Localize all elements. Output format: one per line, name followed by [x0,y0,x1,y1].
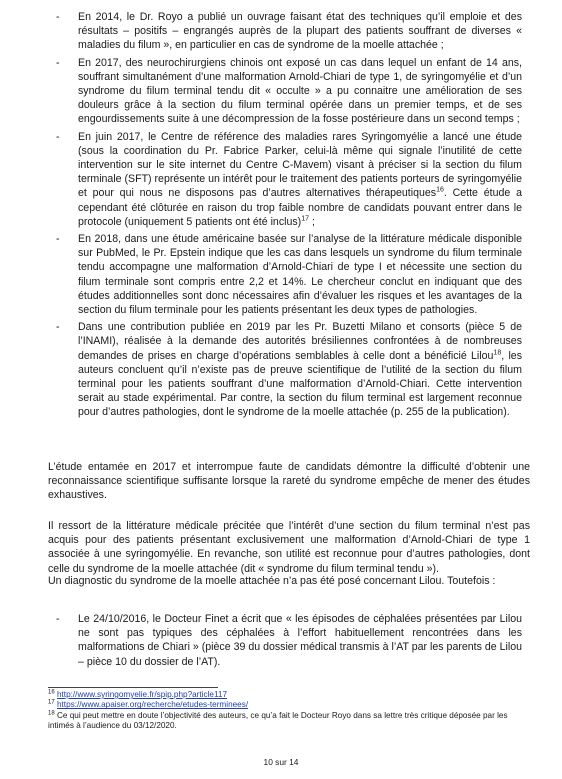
page-number: 10 sur 14 [263,757,299,767]
bullet-list [56,612,522,672]
list-item [56,232,522,317]
bullet-text-continued: , les auteurs concluent qu’il n’existe pas de preuve scientifique de l’utilité de la section du filum terminal pour les patients souffrant d’une malformation d’Arnold-Chiari. Cette intervention serait au stade expérimental. Par contre, la section du filum terminal est largement reconnue pour d’autres pathologies, dont le syndrome de la moelle attachée (p. 255 de la publication). [78,349,522,419]
bullet-dash: - [56,321,60,334]
bullet-dash: - [56,233,60,246]
bullet-text: En 2017, des neurochirurgiens chinois ont exposé un cas dans lequel un enfant de 14 ans, souffrant simultanément d’une malformation Arnold-Chiari de type 1, de syringomyélie et d’un syndrome du filum terminal tendu dit « occulte » a pu connaitre une amélioration de ses douleurs grâce à la section du filum terminal opérée dans un premier temps, et de ses engourdissements suite à une décompression de la fosse postérieure dans un second temps ; [78,56,522,126]
footnote [48,690,518,700]
footnote-number: 18 [48,709,55,716]
bullet-text: En 2014, le Dr. Royo a publié un ouvrage faisant état des techniques qu’il emploie et des résultats – positifs – engrangés auprès de la plupart des patients souffrant de diverses « maladies du filum », en particulier en cas de syndrome de la moelle attachée ; [78,11,522,52]
list-item [56,10,522,53]
bullet-text: Le 24/10/2016, le Docteur Finet a écrit que « les épisodes de céphalées présentées par Lilou ne sont pas typiques des céphalées à l’effort habituellement rencontrées dans les malformations de Chiari » (pièce 39 du dossier médical transmis à l’AT par les parents de Lilou – pièce 10 du dossier de l’AT). [78,613,522,668]
bullet-text-end: ; [309,215,315,228]
bullet-dash: - [56,613,60,625]
footnote-link[interactable]: https://www.apaiser.org/recherche/etudes-terminees/ [56,700,249,710]
bullet-list [56,10,522,423]
bullet-text-continued: . Cette étude a cependant été clôturée en raison du trop faible nombre de candidats pouvant entrer dans le protocole (uniquement 5 patients ont été inclus) [78,187,522,228]
footnote-number: 17 [48,699,55,706]
list-item [56,320,522,419]
footnote-link[interactable]: http://www.syringomyelie.fr/spip.php?article117 [56,690,228,699]
bullet-text: Dans une contribution publiée en 2019 par les Pr. Buzetti Milano et consorts (pièce 5 de l’INAMI), réalisée à la demande des autorités brésiliennes confrontées à de nombreuses demandes de prises en charge d’opérations semblables à celle dont a bénéficié Lilou [78,321,522,362]
paragraph: L’étude entamée en 2017 et interrompue faute de candidats démontre la difficulté d’obtenir une reconnaissance scientifique suffisante lorsque la rareté du syndrome empêche de mener des études exhaustives. [48,461,530,502]
footnote-ref[interactable]: 16 [436,186,444,194]
bullet-text: En juin 2017, le Centre de référence des maladies rares Syringomyélie a lancé une étude (sous la coordination du Pr. Fabrice Parker, celui-là même qui signale l’inutilité de cette intervention sur le site internet du Centre C-Mavem) visant à préciser si la section du filum terminale (SFT) représente un intérêt pour le traitement des patients porteurs de syringomyélie et pour qui nous ne disposons pas d’autres alternatives thérapeutiques [78,130,522,200]
list-item [56,130,522,229]
footnote-divider [48,687,218,688]
paragraph: Il ressort de la littérature médicale précitée que l’intérêt d’une section du filum terminal n’est pas acquis pour des patients présentant exclusivement une malformation d’Arnold-Chiari de type 1 associée à une syringomyélie. En revanche, son utilité est reconnue pour d’autres pathologies, dont celle du syndrome de la moelle attachée (dit « syndrome du filum terminal tendu »). [48,520,530,575]
bullet-dash: - [56,11,60,23]
footnote-ref[interactable]: 18 [493,349,502,357]
paragraph: Un diagnostic du syndrome de la moelle attachée n’a pas été posé concernant Lilou. Toutefois : [48,575,496,587]
footnotes [48,690,518,731]
list-item [56,612,522,669]
footnote [48,711,518,732]
bullet-dash: - [56,56,60,69]
footnote [48,700,518,710]
footnote-text: Ce qui peut mettre en doute l’objectivité des auteurs, ce qu’a fait le Docteur Royo dans sa lettre très critique déposée par les intimés à l’audience du 03/12/2020. [48,710,508,730]
footnote-number: 16 [48,689,55,696]
bullet-text: En 2018, dans une étude américaine basée sur l’analyse de la littérature médicale disponible sur PubMed, le Pr. Epstein indique que les cas dans lesquels un syndrome du filum terminale tendu accompagne une malformation d’Arnold-Chiari de type I et nécessite une section du filum terminale sont compris entre 2,2 et 14%. Le chercheur conclut en indiquant que des études additionnelles sont donc nécessaires afin d’évaluer les risques et les avantages de la section du filum terminale pour les patients présentant les deux types de pathologies. [78,233,522,317]
list-item [56,56,522,127]
bullet-dash: - [56,130,60,143]
footnote-ref[interactable]: 17 [301,215,309,223]
